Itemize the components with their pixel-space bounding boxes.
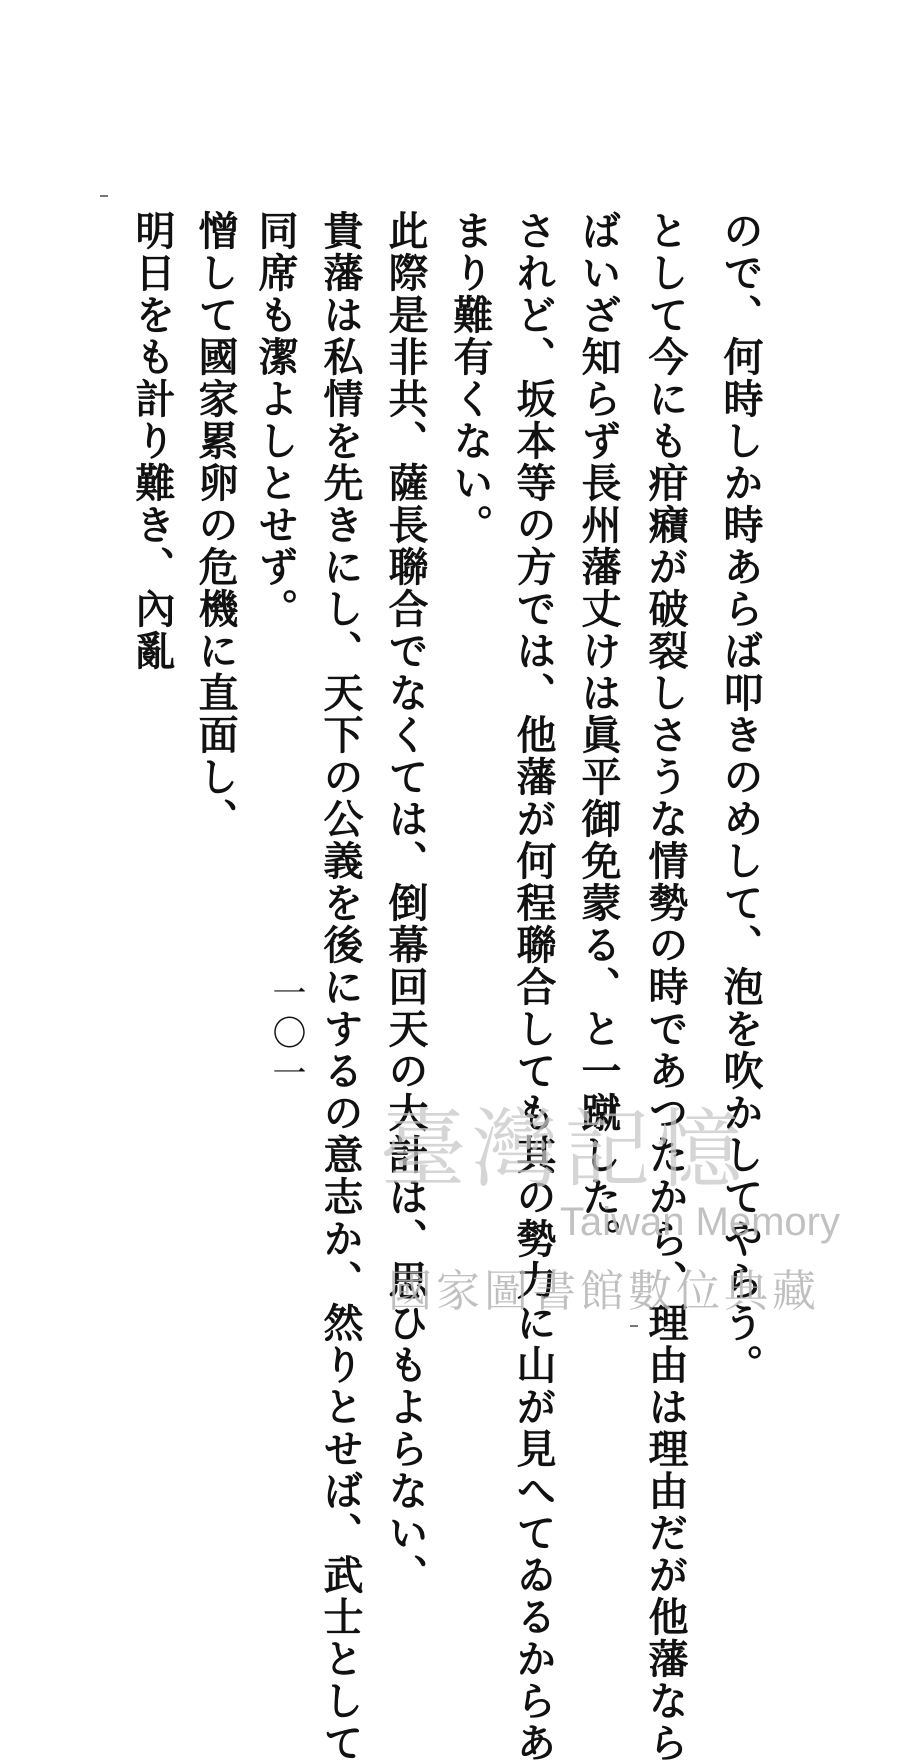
scan-mark <box>630 1325 638 1327</box>
text-column-9: 憎して國家累卵の危機に直面し、 <box>192 210 239 840</box>
text-column-8: 同席も潔よしとせず。 <box>252 210 299 630</box>
text-column-5: まり難有くない。 <box>447 210 494 546</box>
watermark-subtitle: Taiwan Memory <box>559 1200 840 1244</box>
text-column-10: 明日をも計り難き、內亂 <box>129 210 176 672</box>
scan-mark <box>100 195 108 197</box>
watermark-library: 國家圖書館數位典藏 <box>388 1266 820 1317</box>
watermark-title: 臺灣記憶 <box>380 1100 748 1200</box>
text-column-1: ので、何時しか時あらば叩きのめして、泡を吹かしてやらう。 <box>717 210 764 1386</box>
text-column-7: 貴藩は私情を先きにし、天下の公義を後にするの意志か、然りとせば、武士として <box>317 210 364 1764</box>
text-column-2: として今にも疳癪が破裂しさうな情勢の時であつたから、理由は理由だが他藩なら <box>642 210 689 1764</box>
text-column-4: されど、坂本等の方では、他藩が何程聯合しても其の勢力に山が見へてゐるからあ <box>510 210 557 1764</box>
text-column-6: 此際是非共、薩長聯合でなくては、倒幕回天の大計は、思ひもよらない、 <box>382 210 429 1596</box>
page-number: 一〇一 <box>266 975 306 1095</box>
text-column-3: ばいざ知らず長州藩丈けは眞平御免蒙る、と一蹴した。 <box>575 210 622 1260</box>
